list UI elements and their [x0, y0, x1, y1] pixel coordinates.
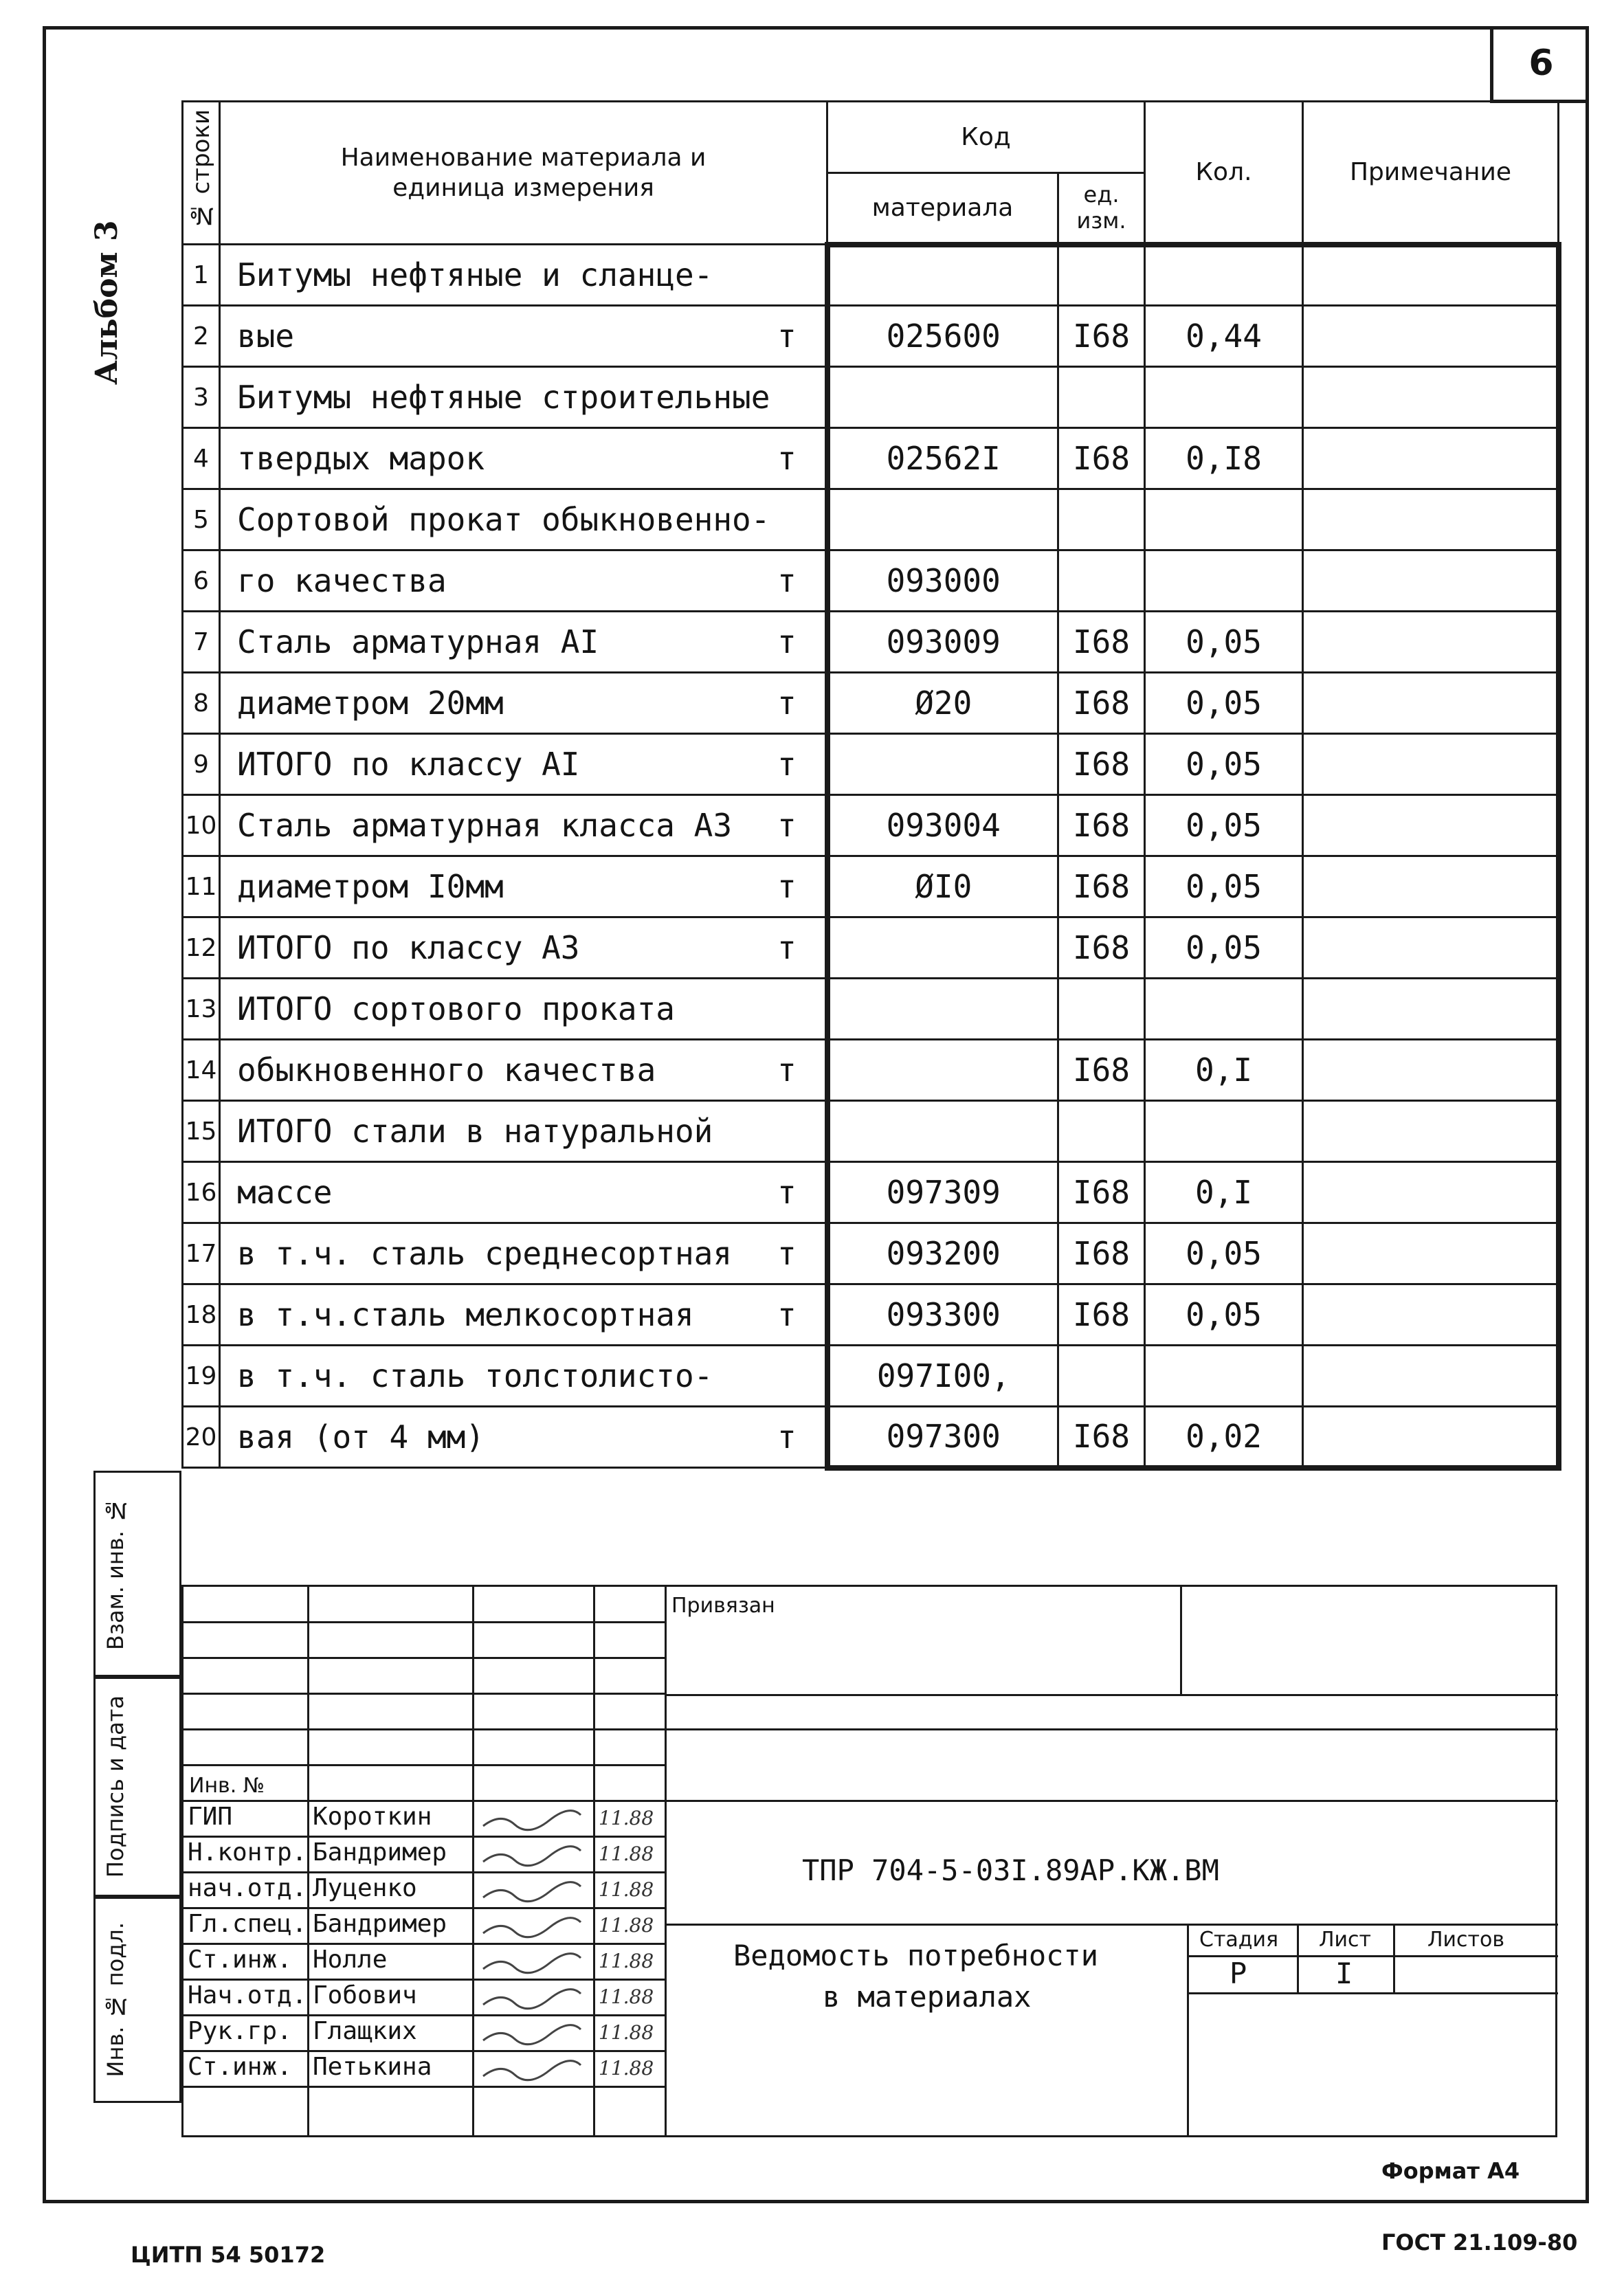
signer-role: Ст.инж. [188, 1946, 292, 1974]
table-row [183, 856, 1559, 917]
row-name-text: го качества [237, 562, 447, 599]
row-name [220, 1407, 827, 1468]
signer-date: 11.88 [599, 1985, 654, 2008]
signer-name: Бандример [313, 1910, 447, 1938]
row-qty: 0,I8 [1145, 428, 1303, 489]
row-qty [1145, 550, 1303, 612]
signer-role: Ст.инж. [188, 2053, 292, 2081]
row-code: 093200 [827, 1223, 1058, 1284]
list-value: I [1335, 1957, 1353, 1990]
header-code-material: материала [827, 173, 1058, 245]
signature-mark [480, 1880, 583, 1910]
table-row [183, 917, 1559, 979]
row-code: 097300 [827, 1407, 1058, 1468]
row-qty: 0,02 [1145, 1407, 1303, 1468]
row-name-text: твердых марок [237, 440, 485, 477]
row-name [220, 489, 827, 550]
row-number: 11 [183, 856, 220, 917]
row-qty: 0,05 [1145, 795, 1303, 856]
row-code: 097I00, [827, 1346, 1058, 1407]
row-code [827, 489, 1058, 550]
row-code [827, 979, 1058, 1040]
row-unit-code: I68 [1058, 1040, 1145, 1101]
row-name [220, 795, 827, 856]
row-name [220, 245, 827, 306]
row-unit-code [1058, 1346, 1145, 1407]
signer-name: Гобович [313, 1981, 417, 2009]
row-name-text: в т.ч. сталь толстолисто- [237, 1357, 713, 1394]
row-unit-code: I68 [1058, 734, 1145, 795]
row-name [220, 673, 827, 734]
row-note [1303, 1040, 1559, 1101]
header-name: Наименование материала и единица измерения [220, 102, 827, 245]
row-unit-text: т [777, 1296, 797, 1333]
footer-left: ЦИТП 54 50172 [131, 2242, 326, 2268]
inv-no-label: Инв. № [189, 1774, 265, 1798]
row-qty: 0,44 [1145, 306, 1303, 367]
row-note [1303, 1284, 1559, 1346]
row-unit-code [1058, 245, 1145, 306]
document-code: ТПР 704-5-03I.89АР.КЖ.ВМ [802, 1853, 1219, 1887]
row-unit-code [1058, 489, 1145, 550]
row-note [1303, 1407, 1559, 1468]
footer-right: ГОСТ 21.109-80 [1381, 2229, 1578, 2256]
row-unit-text: т [777, 562, 797, 599]
signature-mark [480, 1951, 583, 1981]
table-row [183, 245, 1559, 306]
table-row [183, 1101, 1559, 1162]
row-unit-text: т [777, 1418, 797, 1456]
signer-role: Рук.гр. [188, 2017, 292, 2045]
row-code: 093009 [827, 612, 1058, 673]
table-row [183, 306, 1559, 367]
row-note [1303, 1346, 1559, 1407]
row-name-text: Битумы нефтяные строительные [237, 379, 770, 416]
row-unit-text: т [777, 1051, 797, 1089]
row-code: ØI0 [827, 856, 1058, 917]
table-row [183, 1223, 1559, 1284]
table-row [183, 795, 1559, 856]
row-name [220, 917, 827, 979]
row-name-text: в т.ч. сталь среднесортная [237, 1235, 733, 1272]
row-code [827, 1101, 1058, 1162]
row-unit-code: I68 [1058, 428, 1145, 489]
row-qty: 0,05 [1145, 734, 1303, 795]
side-podpis-data: Подпись и дата [93, 1677, 181, 1897]
row-unit-code: I68 [1058, 917, 1145, 979]
row-name-text: диаметром 20мм [237, 684, 504, 722]
row-unit-code: I68 [1058, 612, 1145, 673]
row-name [220, 550, 827, 612]
header-qty: Кол. [1145, 102, 1303, 245]
table-row [183, 1040, 1559, 1101]
row-name [220, 1101, 827, 1162]
signature-mark [480, 1844, 583, 1874]
row-unit-code [1058, 1101, 1145, 1162]
table-row [183, 1284, 1559, 1346]
row-unit-code [1058, 550, 1145, 612]
row-number: 7 [183, 612, 220, 673]
row-name [220, 1162, 827, 1223]
row-name-text: Битумы нефтяные и сланце- [237, 256, 713, 293]
row-note [1303, 245, 1559, 306]
row-unit-code [1058, 979, 1145, 1040]
header-row-no: № строки [183, 102, 220, 245]
row-unit-text: т [777, 868, 797, 905]
privyazan-label: Привязан [671, 1594, 775, 1618]
row-name [220, 612, 827, 673]
document-title-line2: в материалах [823, 1980, 1032, 2014]
signer-date: 11.88 [599, 2021, 654, 2044]
row-unit-code: I68 [1058, 856, 1145, 917]
signer-name: Нолле [313, 1946, 388, 1974]
row-note [1303, 489, 1559, 550]
album-label: Альбом 3 [89, 220, 124, 385]
row-note [1303, 795, 1559, 856]
signer-name: Бандример [313, 1838, 447, 1867]
row-name [220, 979, 827, 1040]
row-note [1303, 856, 1559, 917]
row-unit-text: т [777, 1174, 797, 1211]
row-note [1303, 550, 1559, 612]
row-name-text: ИТОГО по классу AI [237, 746, 580, 783]
row-unit-text: т [777, 746, 797, 783]
row-qty: 0,I [1145, 1162, 1303, 1223]
row-name-text: Сортовой прокат обыкновенно- [237, 501, 770, 538]
signer-role: Нач.отд. [188, 1981, 307, 2009]
signer-date: 11.88 [599, 2057, 654, 2080]
signer-date: 11.88 [599, 1914, 654, 1937]
row-number: 5 [183, 489, 220, 550]
signer-date: 11.88 [599, 1878, 654, 1901]
row-unit-text: т [777, 440, 797, 477]
row-number: 15 [183, 1101, 220, 1162]
row-name-text: вые [237, 318, 295, 355]
row-number: 18 [183, 1284, 220, 1346]
row-name-text: диаметром I0мм [237, 868, 504, 905]
row-code: 093004 [827, 795, 1058, 856]
row-name [220, 367, 827, 428]
row-note [1303, 367, 1559, 428]
table-row [183, 612, 1559, 673]
row-name-text: ИТОГО стали в натуральной [237, 1113, 713, 1150]
table-row [183, 428, 1559, 489]
row-number: 12 [183, 917, 220, 979]
row-qty [1145, 367, 1303, 428]
row-number: 8 [183, 673, 220, 734]
row-note [1303, 673, 1559, 734]
table-row [183, 673, 1559, 734]
row-name [220, 428, 827, 489]
signer-role: Гл.спец. [188, 1910, 307, 1938]
signer-date: 11.88 [599, 1807, 654, 1829]
header-code-unit: ед. изм. [1058, 173, 1145, 245]
row-name [220, 1223, 827, 1284]
row-name [220, 1284, 827, 1346]
row-note [1303, 306, 1559, 367]
row-note [1303, 979, 1559, 1040]
table-row [183, 1162, 1559, 1223]
signer-role: Н.контр. [188, 1838, 307, 1867]
row-unit-text: т [777, 929, 797, 966]
row-unit-text: т [777, 1235, 797, 1272]
row-unit-code: I68 [1058, 795, 1145, 856]
row-note [1303, 612, 1559, 673]
table-row [183, 489, 1559, 550]
row-number: 19 [183, 1346, 220, 1407]
row-note [1303, 1223, 1559, 1284]
row-note [1303, 1162, 1559, 1223]
row-name [220, 1346, 827, 1407]
row-unit-code [1058, 367, 1145, 428]
row-number: 17 [183, 1223, 220, 1284]
row-code [827, 734, 1058, 795]
row-number: 10 [183, 795, 220, 856]
signer-name: Луценко [313, 1874, 417, 1902]
row-number: 1 [183, 245, 220, 306]
row-note [1303, 917, 1559, 979]
row-qty: 0,05 [1145, 1223, 1303, 1284]
row-name-text: Сталь арматурная AI [237, 623, 599, 660]
row-qty: 0,05 [1145, 917, 1303, 979]
side-inv-podl: Инв. № подл. [93, 1897, 181, 2103]
row-unit-code: I68 [1058, 306, 1145, 367]
row-name-text: ИТОГО по классу A3 [237, 929, 580, 966]
row-number: 9 [183, 734, 220, 795]
row-note [1303, 1101, 1559, 1162]
signer-role: нач.отд. [188, 1874, 307, 1902]
signature-mark [480, 2058, 583, 2089]
row-unit-code: I68 [1058, 1284, 1145, 1346]
row-unit-text: т [777, 807, 797, 844]
row-code: 02562I [827, 428, 1058, 489]
row-code: 093000 [827, 550, 1058, 612]
row-qty [1145, 1101, 1303, 1162]
signature-mark [480, 1915, 583, 1946]
header-note: Примечание [1303, 102, 1559, 245]
row-name [220, 306, 827, 367]
row-name [220, 734, 827, 795]
row-qty [1145, 489, 1303, 550]
format-label: Формат А4 [1381, 2158, 1520, 2184]
title-block [181, 1585, 1557, 2137]
row-unit-text: т [777, 623, 797, 660]
row-code [827, 367, 1058, 428]
table-row [183, 1346, 1559, 1407]
row-unit-code: I68 [1058, 1162, 1145, 1223]
row-name [220, 1040, 827, 1101]
row-number: 13 [183, 979, 220, 1040]
row-unit-code: I68 [1058, 673, 1145, 734]
table-row [183, 979, 1559, 1040]
row-name [220, 856, 827, 917]
signer-date: 11.88 [599, 1842, 654, 1865]
table-row [183, 550, 1559, 612]
signature-mark [480, 1808, 583, 1838]
row-note [1303, 428, 1559, 489]
row-number: 16 [183, 1162, 220, 1223]
row-name-text: Сталь арматурная класса A3 [237, 807, 733, 844]
row-name-text: массе [237, 1174, 333, 1211]
signer-name: Короткин [313, 1803, 432, 1831]
row-unit-text: т [777, 318, 797, 355]
row-qty [1145, 979, 1303, 1040]
signature-mark [480, 2023, 583, 2053]
row-qty: 0,05 [1145, 1284, 1303, 1346]
row-code: 097309 [827, 1162, 1058, 1223]
document-title-line1: Ведомость потребности [733, 1939, 1099, 1972]
signer-name: Петькина [313, 2053, 432, 2081]
row-number: 2 [183, 306, 220, 367]
row-number: 20 [183, 1407, 220, 1468]
row-name-text: вая (от 4 мм) [237, 1418, 485, 1456]
row-number: 4 [183, 428, 220, 489]
row-qty [1145, 245, 1303, 306]
row-code: 093300 [827, 1284, 1058, 1346]
list-label: Лист [1319, 1928, 1372, 1952]
signer-date: 11.88 [599, 1950, 654, 1972]
materials-table [181, 100, 1561, 1471]
table-row [183, 734, 1559, 795]
signature-mark [480, 1987, 583, 2017]
row-code [827, 917, 1058, 979]
table-row [183, 1407, 1559, 1468]
row-name-text: ИТОГО сортового проката [237, 990, 675, 1027]
stadia-label: Стадия [1199, 1928, 1279, 1952]
row-name-text: в т.ч.сталь мелкосортная [237, 1296, 694, 1333]
row-unit-code: I68 [1058, 1407, 1145, 1468]
signer-role: ГИП [188, 1803, 233, 1831]
side-vzam-inv: Взам. инв. № [93, 1471, 181, 1677]
row-qty: 0,I [1145, 1040, 1303, 1101]
stadia-value: Р [1230, 1957, 1247, 1990]
row-code: 025600 [827, 306, 1058, 367]
row-note [1303, 734, 1559, 795]
row-qty: 0,05 [1145, 673, 1303, 734]
header-code: Код [827, 102, 1145, 173]
row-code: Ø20 [827, 673, 1058, 734]
sheet-number: 6 [1490, 26, 1589, 103]
row-unit-text: т [777, 684, 797, 722]
row-qty: 0,05 [1145, 612, 1303, 673]
row-name-text: обыкновенного качества [237, 1051, 656, 1089]
row-qty: 0,05 [1145, 856, 1303, 917]
row-number: 14 [183, 1040, 220, 1101]
row-unit-code: I68 [1058, 1223, 1145, 1284]
listov-label: Листов [1427, 1928, 1505, 1952]
table-row [183, 367, 1559, 428]
row-number: 3 [183, 367, 220, 428]
row-code [827, 1040, 1058, 1101]
row-number: 6 [183, 550, 220, 612]
signer-name: Глащких [313, 2017, 417, 2045]
row-qty [1145, 1346, 1303, 1407]
row-code [827, 245, 1058, 306]
